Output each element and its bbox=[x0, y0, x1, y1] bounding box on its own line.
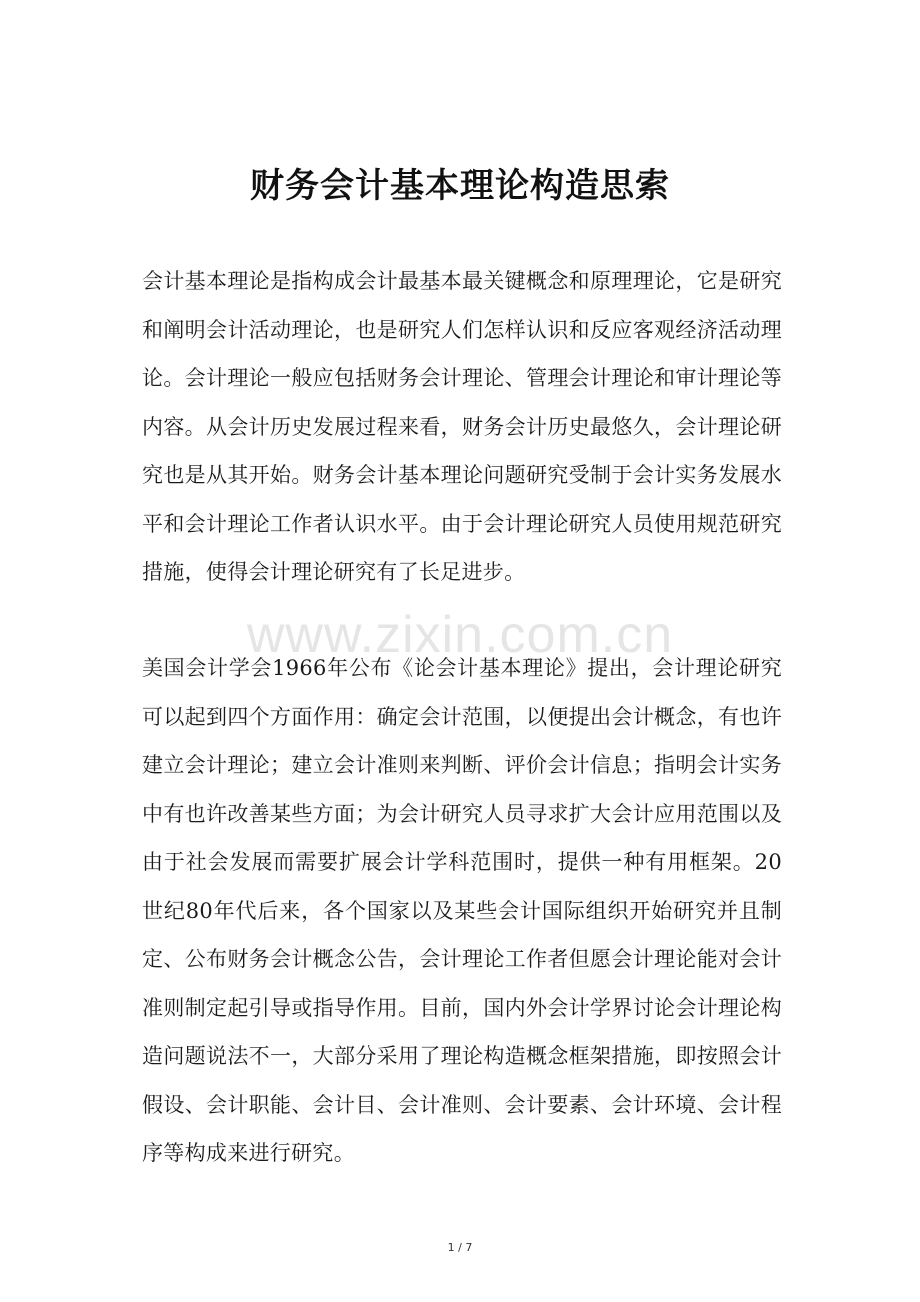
paragraph-2: 美国会计学会1966年公布《论会计基本理论》提出，会计理论研究可以起到四个方面作用：确定会计范围，以便提出会计概念，有也许建立会计理论；建立会计准则来判断、评价会计信息；指明会计实务中有也许改善某些方面；为会计研究人员寻求扩大会计应用范围以及由于社会发展而需要扩展会计学科范围时，提供一种有用框架。20世纪80年代后来，各个国家以及某些会计国际组织开始研究并且制定、公布财务会计概念公告，会计理论工作者但愿会计理论能对会计准则制定起引导或指导作用。目前，国内外会计学界讨论会计理论构造问题说法不一，大部分采用了理论构造概念框架措施，即按照会计假设、会计职能、会计目、会计准则、会计要素、会计环境、会计程序等构成来进行研究。 bbox=[142, 656, 782, 1165]
watermark: www.zixin.com.cn bbox=[246, 606, 674, 664]
paragraph-1: 会计基本理论是指构成会计最基本最关键概念和原理理论，它是研究和阐明会计活动理论，也是研究人们怎样认识和反应客观经济活动理论。会计理论一般应包括财务会计理论、管理会计理论和审计理论等内容。从会计历史发展过程来看，财务会计历史最悠久，会计理论研究也是从其开始。财务会计基本理论问题研究受制于会计实务发展水平和会计理论工作者认识水平。由于会计理论研究人员使用规范研究措施，使得会计理论研究有了长足进步。 bbox=[142, 269, 782, 584]
page-number: 1 / 7 bbox=[447, 1241, 473, 1254]
document-title: 财务会计基本理论构造思索 bbox=[250, 166, 670, 206]
